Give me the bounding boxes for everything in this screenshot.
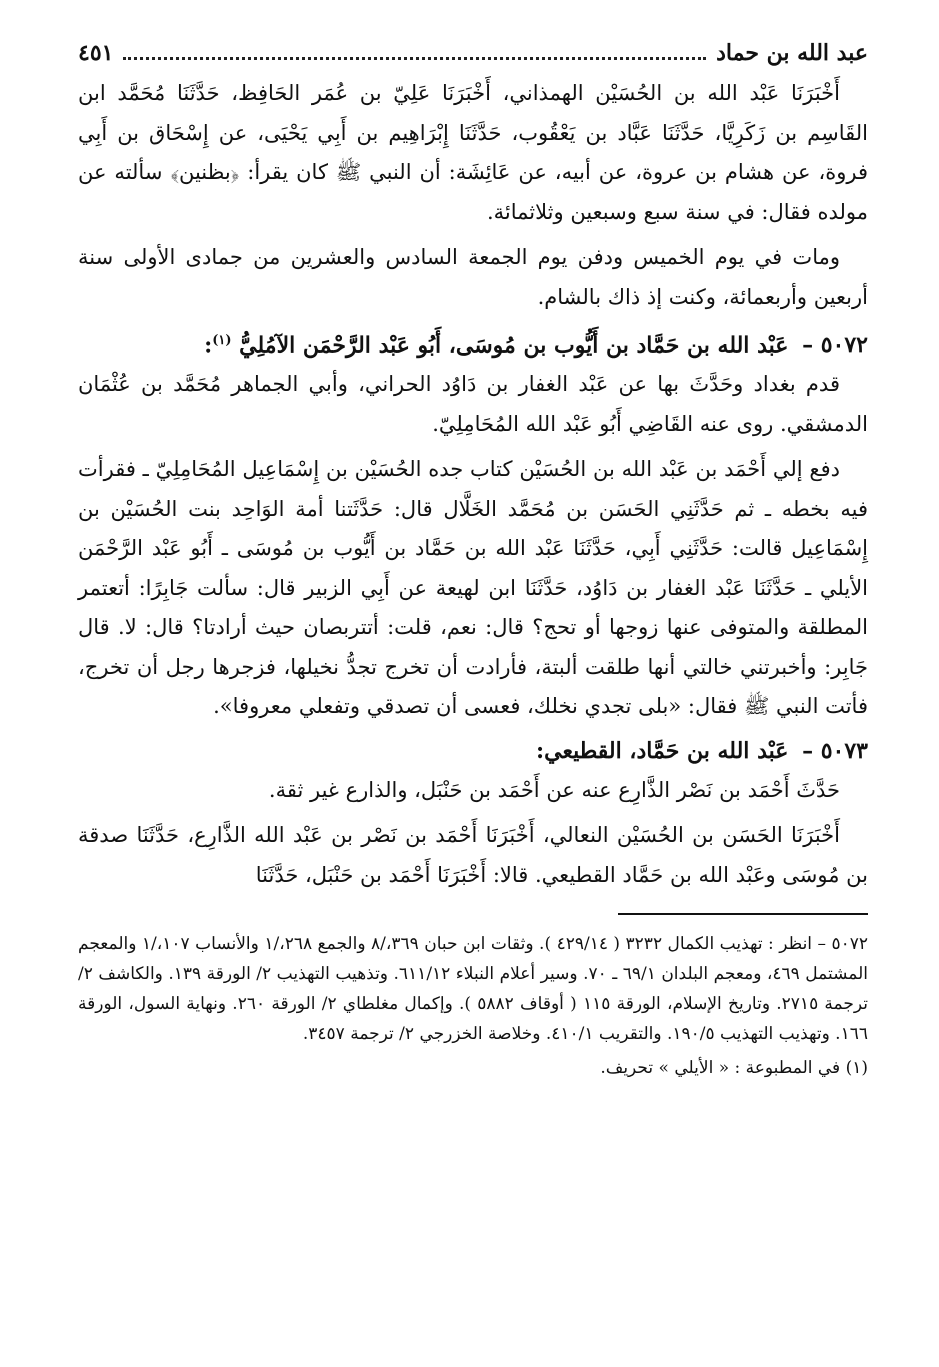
entry-5072-intro: قدم بغداد وحَدَّثَ بها عن عَبْد الغفار بن دَاوُد الحراني، وأبي الجماهر مُحَمَّد بن عُثْمَان الدمشقي. روى عنه القَاضِي أَبُو عَبْد الله المُحَامِلِيّ. [78, 372, 868, 436]
paragraph-death-date: ومات في يوم الخميس ودفن يوم الجمعة السادس والعشرين من جمادى الأولى سنة أربعين وأربعمائة، وكنت إذ ذاك بالشام. [78, 245, 868, 309]
running-head-title: عبد الله بن حماد [716, 40, 868, 66]
entry-title: عَبْد الله بن حَمَّاد، القطيعي: [536, 737, 789, 764]
leader-dots [123, 57, 706, 60]
paragraph-hadith-narration: أَخْبَرَنَا عَبْد الله بن الحُسَيْن الهمذاني، أَخْبَرَنَا عَلِيّ بن عُمَر الحَافِظ، حَدَّثَنَا مُحَمَّد ابن القَاسِم بن زَكَرِيَّا، حَدَّثَنَا عَبَّاد بن يَعْقُوب، حَدَّثَنَا إِبْرَاهِيم بن أَبِي يَحْيَى، عن إِسْحَاق بن أَبِي فروة، عن هشام بن عروة، عن أبيه، عن عَائِشَة: أن النبي ﷺ كان يقرأ: ﴿بظنين﴾ سألته عن مولده فقال: في سنة سبع وسبعين وثلاثمائة. [78, 81, 868, 224]
entry-number: ٥٠٧٣ – [802, 737, 868, 764]
footnote-1: (١) في المطبوعة : « الأيلي » تحريف. [600, 1058, 868, 1079]
footnote-divider [618, 913, 868, 915]
entry-5073-hadith: أَخْبَرَنَا الحَسَن بن الحُسَيْن النعالي، أَخْبَرَنَا أَحْمَد بن نَصْر بن عَبْد الله الذَّارِع، حَدَّثَنَا صدقة بن مُوسَى وعَبْد الله بن حَمَّاد القطيعي. قالا: أَخْبَرَنَا أَحْمَد بن حَنْبَل، حَدَّثَنَا [78, 823, 868, 887]
book-page [78, 40, 868, 1340]
footnote-sources: ٥٠٧٢ – انظر : تهذيب الكمال ٣٢٣٢ ( ٤٢٩/١٤ ). وثقات ابن حبان ٣٦٩،/٨ والجمع ٢٦٨،/١ والأنساب ١٠٧،/١ والمعجم المشتمل ٤٦٩، ومعجم البلدان ٦٩/١ ـ ٧٠. وسير أعلام النبلاء ٦١١/١٢. وتذهيب التهذيب ٢/ الورقة ١٣٩. والكاشف ٢/ ترجمة ٢٧١٥. وتاريخ الإسلام، الورقة ١١٥ ( أوقاف ٥٨٨٢ ). وإكمال مغلطاي ٢/ الورقة ٢٦٠. ونهاية السول، الورقة ١٦٦. وتهذيب التهذيب ١٩٠/٥. والتقريب ٤١٠/١. وخلاصة الخزرجي ٢/ ترجمة ٣٤٥٧. [78, 934, 869, 1045]
page-number: ٤٥١ [78, 40, 114, 66]
entry-number: ٥٠٧٢ – [802, 332, 868, 359]
entry-5072-heading [78, 321, 868, 365]
entry-5073-heading [78, 731, 868, 771]
entry-title: عَبْد الله بن حَمَّاد بن أَيُّوب بن مُوسَى، أَبُو عَبْد الرَّحْمَن الآمُلِيُّ [239, 332, 789, 359]
running-head [78, 40, 868, 74]
entry-colon: : [204, 332, 213, 359]
footnote-ref: (١) [212, 333, 232, 348]
entry-5073-intro: حَدَّثَ أَحْمَد بن نَصْر الذَّارِع عنه عن أَحْمَد بن حَنْبَل، والذارع غير ثقة. [268, 777, 840, 802]
entry-5072-hadith: دفع إلي أَحْمَد بن عَبْد الله بن الحُسَيْن كتاب جده الحُسَيْن بن إِسْمَاعِيل المُحَامِلِيّ ـ فقرأت فيه بخطه ـ ثم حَدَّثَنِي الحَسَن بن مُحَمَّد الخَلَّال قال: حَدَّثَتنا أمة الوَاحِد بنت الحُسَيْن بن إِسْمَاعِيل قالت: حَدَّثَنِي أَبِي، حَدَّثَنَا عَبْد الله بن حَمَّاد بن أَيُّوب بن مُوسَى ـ أَبُو عَبْد الرَّحْمَن الأيلي ـ حَدَّثَنَا عَبْد الغفار بن دَاوُد، حَدَّثَنَا ابن لهيعة عن أَبِي الزبير قال: سألت جَابِرًا: أتعتمر المطلقة والمتوفى عنها زوجها أو تحج؟ قال: نعم، قلت: أتتربصان حيث أرادتا؟ قال: لا. قال جَابِر: وأخبرتني خالتي أنها طلقت ألبتة، فأرادت أن تخرج تجدُّ نخيلها، فزجرها رجل أن تخرج، فأتت النبي ﷺ فقال: «بلى تجدي نخلك، فعسى أن تصدقي وتفعلي معروفا». [78, 457, 868, 719]
